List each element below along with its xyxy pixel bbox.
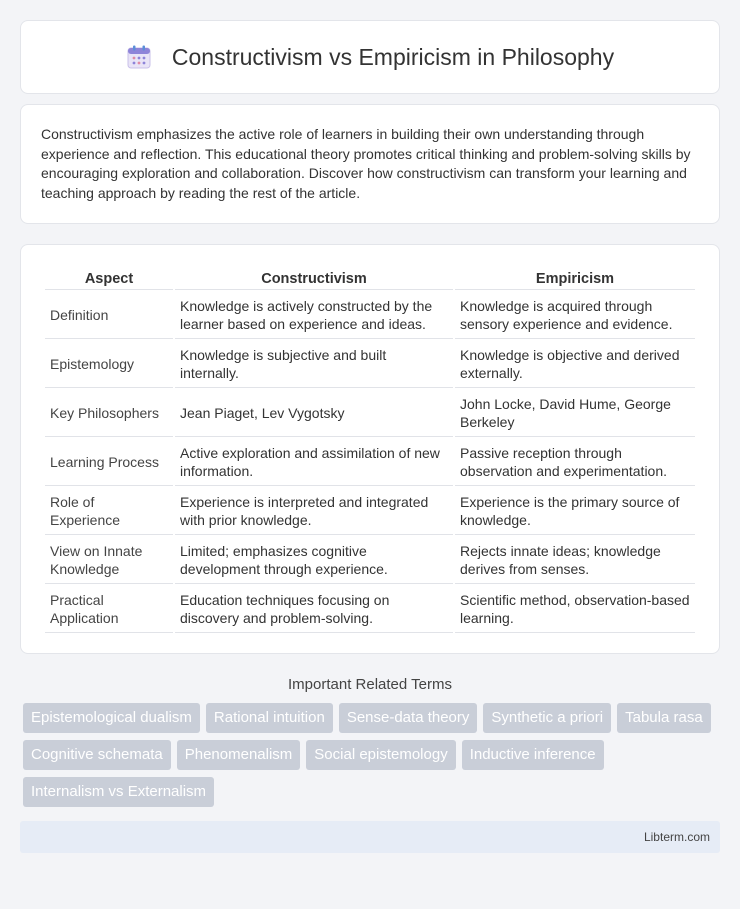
- row-aspect: View on Innate Knowledge: [45, 537, 173, 584]
- tag-social-epistemology[interactable]: Social epistemology: [306, 740, 455, 770]
- calendar-icon: [126, 44, 152, 70]
- row-empiricism: Knowledge is objective and derived externally.: [455, 341, 695, 388]
- row-constructivism: Knowledge is actively constructed by the learner based on experience and ideas.: [175, 292, 453, 339]
- row-empiricism: Scientific method, observation-based learning.: [455, 586, 695, 633]
- row-constructivism: Education techniques focusing on discovery and problem-solving.: [175, 586, 453, 633]
- row-empiricism: Rejects innate ideas; knowledge derives from senses.: [455, 537, 695, 584]
- comparison-card: [20, 244, 720, 654]
- page-title: Constructivism vs Empiricism in Philosophy: [171, 43, 615, 70]
- row-empiricism: Knowledge is acquired through sensory experience and evidence.: [455, 292, 695, 339]
- table-row: [45, 390, 695, 437]
- intro-text: Constructivism emphasizes the active role of learners in building their own understanding through experience and reflection. This educational theory promotes critical thinking and problem-solving skills by encouraging exploration and collaboration. Discover how constructivism can transform your learning and teaching approach by reading the rest of the article.: [41, 126, 691, 201]
- footer-site-link[interactable]: Libterm.com: [643, 830, 710, 844]
- table-row: [45, 292, 695, 339]
- comparison-table: [43, 265, 697, 635]
- row-empiricism: John Locke, David Hume, George Berkeley: [455, 390, 695, 437]
- row-aspect: Epistemology: [45, 341, 173, 388]
- row-constructivism: Limited; emphasizes cognitive development through experience.: [175, 537, 453, 584]
- table-row: [45, 341, 695, 388]
- tag-inductive-inference[interactable]: Inductive inference: [462, 740, 604, 770]
- header-empiricism: Empiricism: [455, 267, 695, 290]
- row-aspect: Key Philosophers: [45, 390, 173, 437]
- tag-cognitive-schemata[interactable]: Cognitive schemata: [23, 740, 171, 770]
- row-constructivism: Active exploration and assimilation of new information.: [175, 439, 453, 486]
- tag-tabula-rasa[interactable]: Tabula rasa: [617, 703, 711, 733]
- header-card: [20, 20, 720, 94]
- row-aspect: Practical Application: [45, 586, 173, 633]
- row-aspect: Role of Experience: [45, 488, 173, 535]
- table-row: [45, 537, 695, 584]
- table-row: [45, 586, 695, 633]
- row-constructivism: Experience is interpreted and integrated with prior knowledge.: [175, 488, 453, 535]
- row-empiricism: Experience is the primary source of knowledge.: [455, 488, 695, 535]
- tag-phenomenalism[interactable]: Phenomenalism: [177, 740, 301, 770]
- row-constructivism: Jean Piaget, Lev Vygotsky: [175, 390, 453, 437]
- row-aspect: Learning Process: [45, 439, 173, 486]
- footer: [20, 821, 720, 853]
- tag-rational-intuition[interactable]: Rational intuition: [206, 703, 333, 733]
- row-constructivism: Knowledge is subjective and built internally.: [175, 341, 453, 388]
- row-empiricism: Passive reception through observation and experimentation.: [455, 439, 695, 486]
- table-header-row: [45, 267, 695, 290]
- tag-sense-data-theory[interactable]: Sense-data theory: [339, 703, 478, 733]
- related-terms-list: [23, 703, 720, 807]
- intro-card: [20, 104, 720, 224]
- table-row: [45, 439, 695, 486]
- header-aspect: Aspect: [45, 267, 173, 290]
- table-row: [45, 488, 695, 535]
- tag-internalism-vs-externalism[interactable]: Internalism vs Externalism: [23, 777, 214, 807]
- tag-epistemological-dualism[interactable]: Epistemological dualism: [23, 703, 200, 733]
- tag-synthetic-a-priori[interactable]: Synthetic a priori: [483, 703, 611, 733]
- row-aspect: Definition: [45, 292, 173, 339]
- related-terms-title: Important Related Terms: [288, 676, 452, 693]
- header-constructivism: Constructivism: [175, 267, 453, 290]
